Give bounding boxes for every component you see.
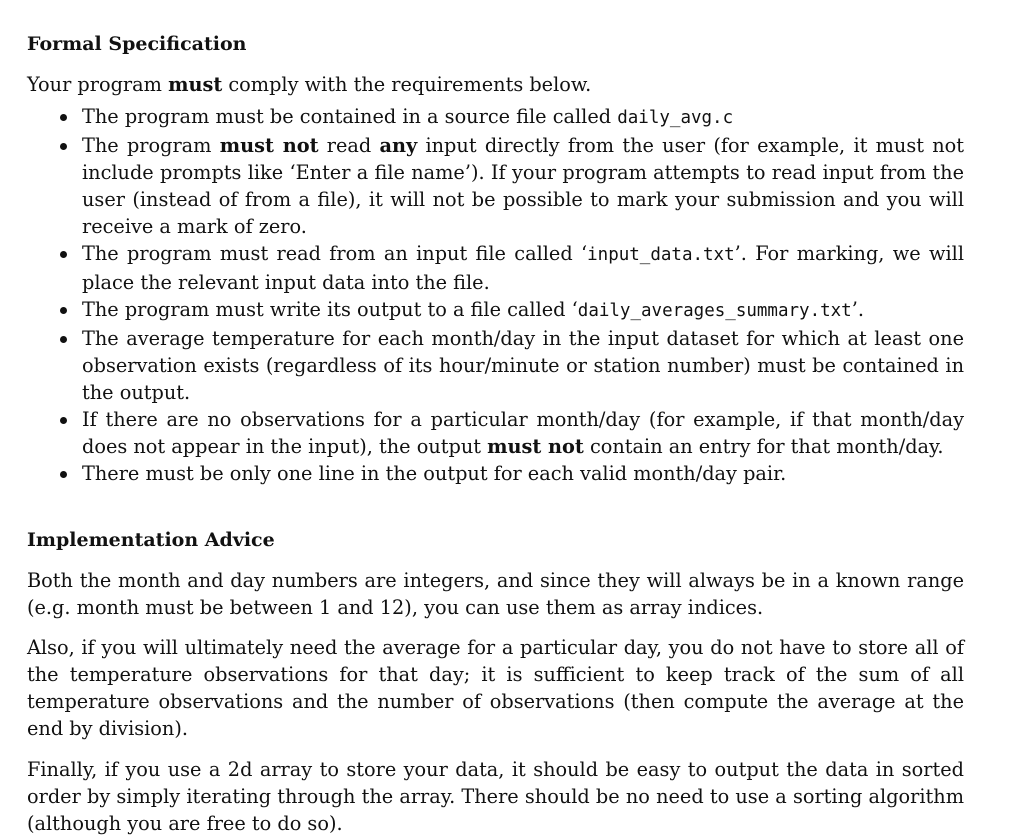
advice-paragraph: Both the month and day numbers are integers, and since they will always be in a known range (e.g. month must be between 1 and 12), you can use them as array indices. — [27, 569, 964, 619]
advice-paragraph: Finally, if you use a 2d array to store your data, it should be easy to output the data in sorted order by simply iterating through the array. There should be no need to use a sorting algorithm (although you are free to do so). — [27, 758, 964, 835]
filename-code: input_data.txt — [587, 245, 735, 265]
requirements-list — [27, 103, 964, 487]
bullet-icon — [60, 471, 67, 478]
requirements-intro: Your program must comply with the requirements below. — [27, 73, 592, 96]
filename-code: daily_averages_summary.txt — [577, 301, 852, 321]
filename-code: daily_avg.c — [617, 108, 734, 128]
requirement-item: The program must write its output to a file called ‘daily_averages_summary.txt’. — [82, 296, 964, 325]
bullet-icon — [60, 417, 67, 424]
bullet-icon — [60, 114, 67, 121]
requirement-item: If there are no observations for a particular month/day (for example, if that month/day does not appear in the input), the output must not contain an entry for that month/day. — [82, 406, 964, 460]
bullet-icon — [60, 336, 67, 343]
requirement-item: The average temperature for each month/day in the input dataset for which at least one observation exists (regardless of its hour/minute or station number) must be contained in the output. — [82, 325, 964, 406]
advice-paragraph: Also, if you will ultimately need the average for a particular day, you do not have to store all of the temperature observations for that day; it is sufficient to keep track of the sum of all temperature observations and the number of observations (then compute the average at the end by division). — [27, 636, 964, 740]
implementation-advice-heading: Implementation Advice — [27, 529, 275, 551]
requirement-item: There must be only one line in the output for each valid month/day pair. — [82, 460, 964, 487]
requirement-item: The program must not read any input directly from the user (for example, it must not include prompts like ‘Enter a file name’). If your program attempts to read input from the user (instead of from a file), it will not be possible to mark your submission and you will receive a mark of zero. — [82, 132, 964, 240]
requirement-item: The program must read from an input file called ‘input_data.txt’. For marking, we will place the relevant input data into the file. — [82, 240, 964, 296]
requirement-item: The program must be contained in a source file called daily_avg.c — [82, 103, 964, 132]
bullet-icon — [60, 251, 67, 258]
bullet-icon — [60, 143, 67, 150]
formal-specification-heading: Formal Specification — [27, 33, 247, 55]
bullet-icon — [60, 307, 67, 314]
